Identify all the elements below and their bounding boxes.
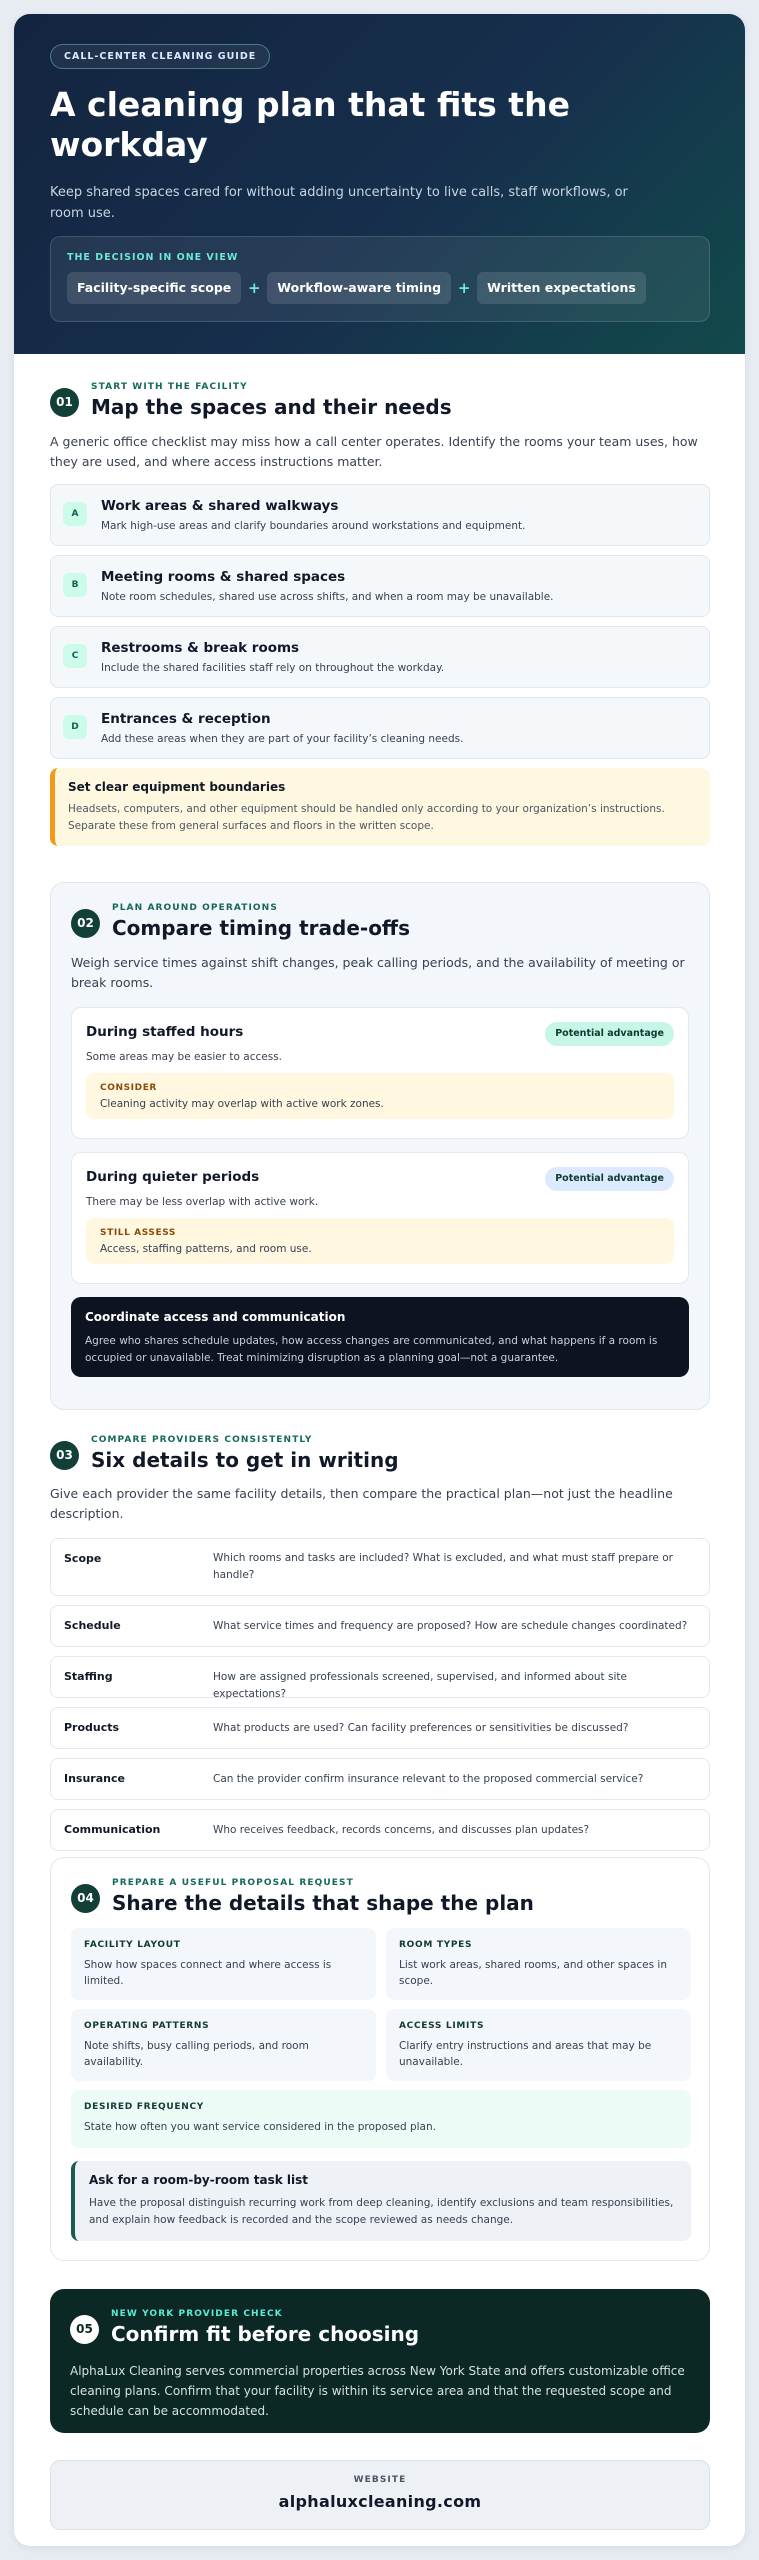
coordination-title: Coordinate access and communication [85, 1310, 346, 1324]
step-number: 05 [70, 2315, 99, 2344]
section-title: Share the details that shape the plan [112, 1891, 534, 1915]
detail-row [50, 1809, 710, 1851]
area-letter: B [63, 573, 87, 597]
section-proposal-request [50, 1857, 710, 2261]
section-intro: Give each provider the same facility details, then compare the practical plan—not just the headline description. [50, 1486, 673, 1521]
plus-icon: + [247, 279, 261, 297]
area-text: Add these areas when they are part of your facility’s cleaning needs. [101, 733, 464, 745]
cell-label: DESIRED FREQUENCY [84, 2102, 205, 2112]
decision-pill-timing: Workflow-aware timing [267, 272, 451, 304]
area-card [50, 555, 710, 617]
note-text: Cleaning activity may overlap with active work zones. [100, 1098, 384, 1110]
note-text: Access, staffing patterns, and room use. [100, 1243, 312, 1255]
cell-text: Note shifts, busy calling periods, and room availability. [84, 2040, 309, 2068]
decision-label: THE DECISION IN ONE VIEW [67, 252, 239, 263]
note-label: CONSIDER [100, 1083, 157, 1093]
area-card [50, 697, 710, 759]
hero-banner [14, 14, 745, 354]
area-title: Restrooms & break rooms [101, 640, 300, 656]
timing-title: During quieter periods [86, 1169, 260, 1185]
detail-row [50, 1656, 710, 1698]
detail-text: What service times and frequency are proposed? How are schedule changes coordinated? [213, 1620, 688, 1632]
equipment-callout [50, 768, 710, 846]
cell-label: ROOM TYPES [399, 1940, 473, 1950]
section-intro: A generic office checklist may miss how a call center operates. Identify the rooms your team uses, how they are used, and where access instructions matter. [50, 434, 698, 469]
decision-pill-scope: Facility-specific scope [67, 272, 241, 304]
section-title: Map the spaces and their needs [91, 395, 452, 419]
area-letter: C [63, 644, 87, 668]
timing-text: There may be less overlap with active work. [86, 1196, 319, 1208]
hero-subtitle: Keep shared spaces cared for without adding uncertainty to live calls, staff workflows, or room use. [50, 185, 628, 221]
area-letter: D [63, 715, 87, 739]
cell-text: State how often you want service considered in the proposed plan. [84, 2121, 436, 2133]
callout-text: Headsets, computers, and other equipment should be handled only according to your organization’s instructions. Separate these from general surfaces and floors in the written scope. [68, 803, 665, 832]
section-written-details [50, 1435, 710, 1860]
area-letter: A [63, 502, 87, 526]
detail-text: Can the provider confirm insurance relevant to the proposed commercial service? [213, 1773, 644, 1785]
cell-label: FACILITY LAYOUT [84, 1940, 181, 1950]
cell-text: Clarify entry instructions and areas that may be unavailable. [399, 2040, 652, 2068]
area-text: Mark high-use areas and clarify boundaries around workstations and equipment. [101, 520, 526, 532]
plus-icon: + [457, 279, 471, 297]
section-title: Compare timing trade-offs [112, 916, 411, 940]
detail-row [50, 1758, 710, 1800]
cell-label: OPERATING PATTERNS [84, 2021, 210, 2031]
timing-title: During staffed hours [86, 1024, 244, 1040]
section-title: Six details to get in writing [91, 1448, 399, 1472]
task-list-callout [71, 2161, 691, 2241]
detail-text: How are assigned professionals screened, supervised, and informed about site expectations? [213, 1671, 627, 1700]
section-kicker: PLAN AROUND OPERATIONS [112, 903, 278, 913]
detail-label: Products [64, 1721, 120, 1734]
page-title: A cleaning plan that fits the workday [50, 85, 570, 164]
detail-cell [71, 2009, 376, 2081]
step-number: 01 [50, 388, 79, 417]
area-title: Work areas & shared walkways [101, 498, 339, 514]
detail-row [50, 1605, 710, 1647]
website-label: WEBSITE [353, 2475, 407, 2485]
detail-text: Who receives feedback, records concerns, and discusses plan updates? [213, 1824, 590, 1836]
detail-label: Schedule [64, 1619, 121, 1632]
decision-pill-expectations: Written expectations [477, 272, 646, 304]
callout-title: Set clear equipment boundaries [68, 780, 286, 794]
step-number: 02 [71, 909, 100, 938]
detail-label: Insurance [64, 1772, 125, 1785]
detail-cell [71, 2090, 691, 2148]
section-provider-check [50, 2289, 710, 2433]
coordination-text: Agree who shares schedule updates, how access changes are communicated, and what happens if a room is occupied or unavailable. Treat minimizing disruption as a planning goal—not a guarantee. [85, 1335, 658, 1364]
detail-cell [386, 2009, 691, 2081]
section-kicker: PREPARE A USEFUL PROPOSAL REQUEST [112, 1878, 354, 1888]
website-link[interactable]: alphaluxcleaning.com [278, 2492, 482, 2511]
detail-label: Scope [64, 1552, 102, 1565]
section-map-spaces [50, 382, 710, 846]
detail-cell [386, 1928, 691, 2000]
note-label: STILL ASSESS [100, 1228, 177, 1238]
detail-text: What products are used? Can facility preferences or sensitivities be discussed? [213, 1722, 629, 1734]
section-kicker: START WITH THE FACILITY [91, 382, 248, 392]
section-kicker: COMPARE PROVIDERS CONSISTENTLY [91, 1435, 313, 1445]
step-number: 03 [50, 1441, 79, 1470]
section-title: Confirm fit before choosing [111, 2322, 420, 2346]
guide-chip: CALL-CENTER CLEANING GUIDE [50, 44, 270, 69]
area-title: Meeting rooms & shared spaces [101, 569, 346, 585]
area-card [50, 626, 710, 688]
detail-row [50, 1707, 710, 1749]
detail-text: Which rooms and tasks are included? What is excluded, and what must staff prepare or handle? [213, 1552, 673, 1581]
cell-text: List work areas, shared rooms, and other spaces in scope. [399, 1959, 668, 1987]
area-text: Note room schedules, shared use across shifts, and when a room may be unavailable. [101, 591, 554, 603]
detail-cell [71, 1928, 376, 2000]
website-box[interactable] [50, 2460, 710, 2530]
step-number: 04 [71, 1884, 100, 1913]
timing-text: Some areas may be easier to access. [86, 1051, 283, 1063]
detail-row [50, 1538, 710, 1596]
section-timing [50, 882, 710, 1410]
callout-title: Ask for a room-by-room task list [89, 2173, 309, 2187]
consider-note [86, 1218, 674, 1264]
consider-note [86, 1073, 674, 1119]
guide-page [14, 14, 745, 2546]
provider-text: AlphaLux Cleaning serves commercial properties across New York State and offers customizable office cleaning plans. Confirm that your facility is within its service area and that the requested scope and schedule can be accommodated. [70, 2364, 685, 2418]
area-text: Include the shared facilities staff rely on throughout the workday. [101, 662, 445, 674]
area-title: Entrances & reception [101, 711, 271, 727]
decision-summary [50, 236, 710, 322]
coordination-box [71, 1297, 689, 1377]
advantage-badge: Potential advantage [545, 1167, 674, 1191]
callout-text: Have the proposal distinguish recurring work from deep cleaning, identify exclusions and team responsibilities, and explain how feedback is recorded and the scope reviewed as needs change. [89, 2197, 674, 2226]
cell-label: ACCESS LIMITS [399, 2021, 485, 2031]
detail-label: Communication [64, 1823, 161, 1836]
timing-card [71, 1152, 689, 1284]
advantage-badge: Potential advantage [545, 1022, 674, 1046]
timing-card [71, 1007, 689, 1139]
section-kicker: NEW YORK PROVIDER CHECK [111, 2309, 283, 2319]
detail-label: Staffing [64, 1670, 113, 1683]
area-card [50, 484, 710, 546]
cell-text: Show how spaces connect and where access is limited. [84, 1959, 332, 1987]
section-intro: Weigh service times against shift changes, peak calling periods, and the availability of meeting or break rooms. [71, 955, 685, 990]
